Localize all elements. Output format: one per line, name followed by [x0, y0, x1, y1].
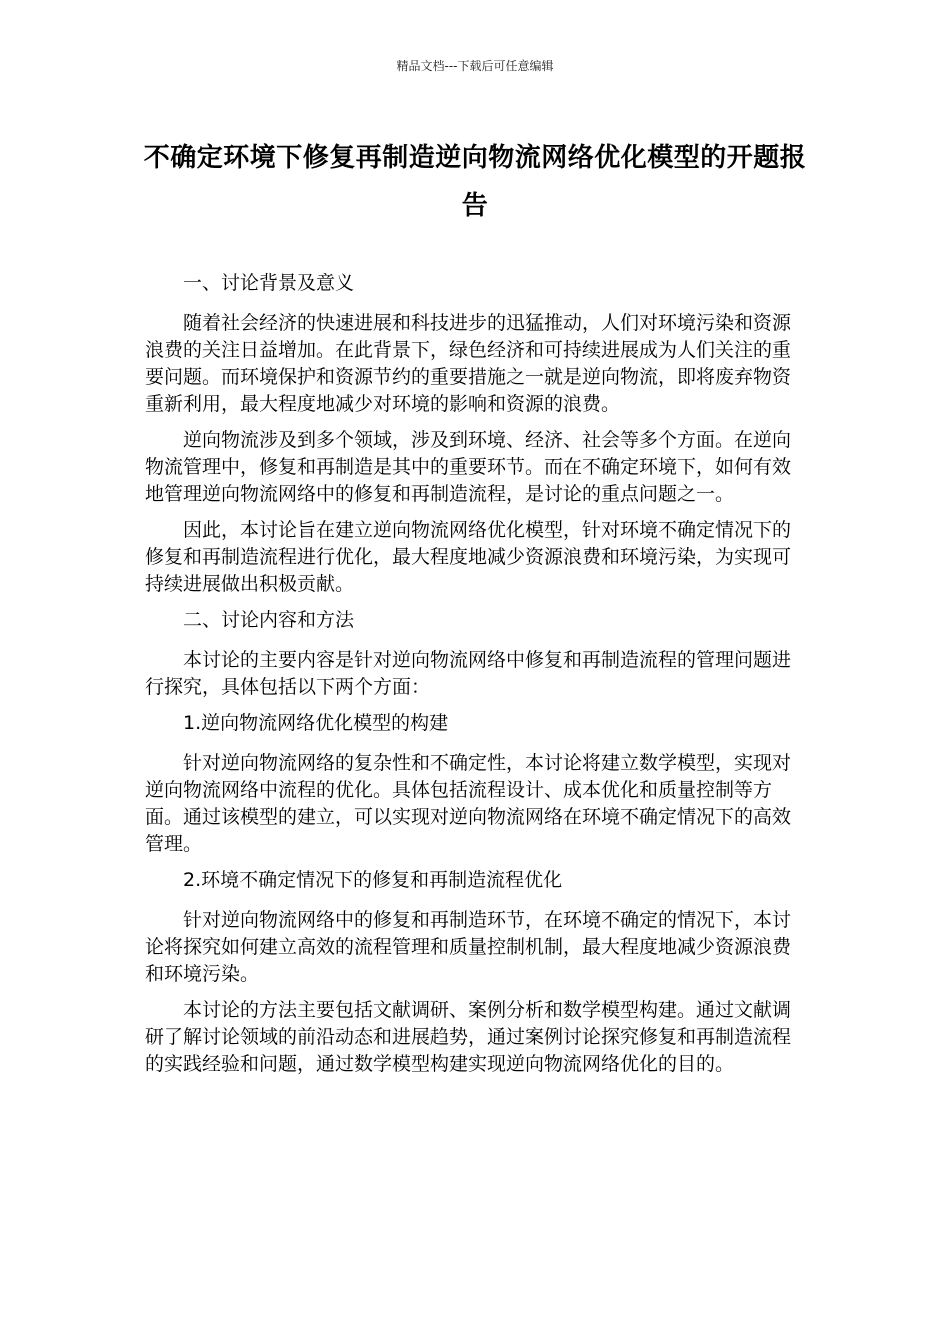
- paragraph: 针对逆向物流网络的复杂性和不确定性，本讨论将建立数学模型，实现对逆向物流网络中流程的优化。具体包括流程设计、成本优化和质量控制等方面。通过该模型的建立，可以实现对逆向物流网络在环境不确定情况下的高效管理。: [145, 752, 792, 855]
- paragraph: 随着社会经济的快速进展和科技进步的迅猛推动，人们对环境污染和资源浪费的关注日益增加。在此背景下，绿色经济和可持续进展成为人们关注的重要问题。而环境保护和资源节约的重要措施之一就是逆向物流，即将废弃物资重新利用，最大程度地减少对环境的影响和资源的浪费。: [145, 312, 792, 415]
- document-title: 不确定环境下修复再制造逆向物流网络优化模型的开题报告: [143, 143, 807, 221]
- section-heading-content-method: 二、讨论内容和方法: [183, 609, 355, 631]
- document-body: [145, 270, 795, 1087]
- paragraph: 逆向物流涉及到多个领域，涉及到环境、经济、社会等多个方面。在逆向物流管理中，修复和再制造是其中的重要环节。而在不确定环境下，如何有效地管理逆向物流网络中的修复和再制造流程，是讨论的重点问题之一。: [145, 429, 792, 505]
- paragraph: 本讨论的主要内容是针对逆向物流网络中修复和再制造流程的管理问题进行探究，具体包括以下两个方面：: [145, 649, 792, 698]
- subsection-heading-optimization: 2.环境不确定情况下的修复和再制造流程优化: [183, 869, 563, 891]
- paragraph: 因此，本讨论旨在建立逆向物流网络优化模型，针对环境不确定情况下的修复和再制造流程进行优化，最大程度地减少资源浪费和环境污染，为实现可持续进展做出积极贡献。: [145, 519, 792, 595]
- paragraph: 针对逆向物流网络中的修复和再制造环节，在环境不确定的情况下，本讨论将探究如何建立高效的流程管理和质量控制机制，最大程度地减少资源浪费和环境污染。: [145, 909, 792, 985]
- subsection-heading-model: 1.逆向物流网络优化模型的构建: [183, 712, 449, 734]
- header-note: 精品文档---下载后可任意编辑: [396, 59, 554, 73]
- section-heading-background: 一、讨论背景及意义: [183, 272, 355, 294]
- paragraph: 本讨论的方法主要包括文献调研、案例分析和数学模型构建。通过文献调研了解讨论领域的前沿动态和进展趋势，通过案例讨论探究修复和再制造流程的实践经验和问题，通过数学模型构建实现逆向物流网络优化的目的。: [145, 999, 792, 1075]
